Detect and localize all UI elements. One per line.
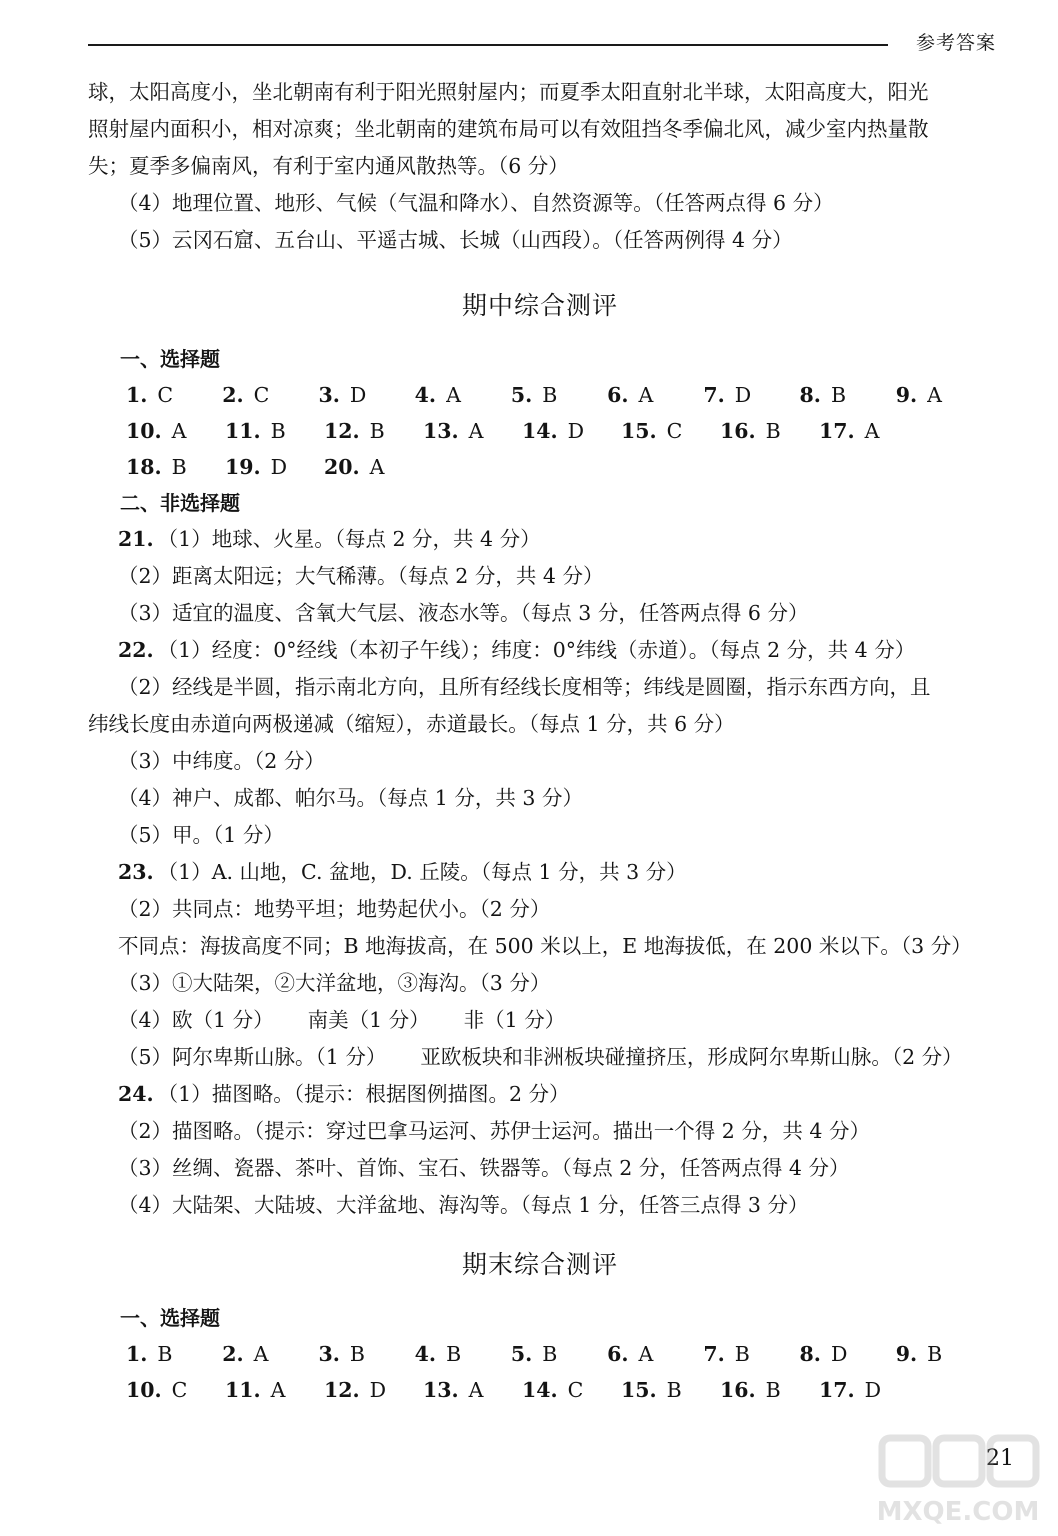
answer-letter: B bbox=[446, 1342, 462, 1366]
final-choice-item bbox=[423, 1372, 522, 1408]
answer-letter: A bbox=[446, 383, 461, 407]
q23-part4-south-america: 南美（1 分） bbox=[307, 1008, 430, 1032]
midterm-choice-item bbox=[225, 413, 324, 449]
q24-part1-text: （1）描图略。（提示：根据图例描图。2 分） bbox=[157, 1082, 570, 1106]
midterm-choice-row bbox=[88, 449, 992, 485]
answer-letter: A bbox=[638, 1342, 654, 1366]
midterm-section-title: 期中综合测评 bbox=[461, 291, 618, 320]
q22-part1-text: （1）经度：0°经线（本初子午线）；纬度：0°纬线（赤道）。（每点 2 分，共 4 分） bbox=[157, 638, 916, 662]
intro-line-1: 球，太阳高度小，坐北朝南有利于阳光照射屋内；而夏季太阳直射北半球，太阳高度大，阳光 bbox=[88, 80, 929, 104]
final-choice-row bbox=[88, 1336, 992, 1372]
answer-letter: D bbox=[830, 1342, 848, 1366]
question-number: 6. bbox=[607, 383, 629, 407]
final-choice-item bbox=[225, 1372, 324, 1408]
question-number: 11. bbox=[225, 419, 261, 443]
final-choice-item bbox=[522, 1372, 621, 1408]
q22-part2a: （2）经线是半圆，指示南北方向，且所有经线长度相等；纬线是圆圈，指示东西方向，且 bbox=[118, 675, 931, 699]
final-choice-item bbox=[126, 1336, 222, 1372]
question-number: 14. bbox=[522, 1378, 558, 1402]
q23-number: 23. bbox=[118, 860, 154, 884]
q23-part4 bbox=[88, 1002, 992, 1039]
question-number: 5. bbox=[510, 1342, 533, 1366]
q22-part3: （3）中纬度。（2 分） bbox=[118, 749, 325, 773]
midterm-choice-item bbox=[318, 377, 414, 413]
question-number: 12. bbox=[324, 419, 360, 443]
answer-letter: C bbox=[253, 383, 270, 407]
answer-letter: B bbox=[157, 1342, 173, 1366]
question-number: 14. bbox=[522, 419, 558, 443]
final-choice-item bbox=[819, 1372, 918, 1408]
answer-letter: B bbox=[349, 1342, 365, 1366]
question-number: 16. bbox=[720, 419, 756, 443]
question-number: 17. bbox=[819, 1378, 855, 1402]
question-number: 18. bbox=[126, 455, 162, 479]
q22-number: 22. bbox=[118, 638, 154, 662]
answer-letter: D bbox=[567, 419, 585, 443]
answer-letter: B bbox=[927, 1342, 943, 1366]
answer-letter: A bbox=[927, 383, 942, 407]
answer-letter: B bbox=[765, 1378, 781, 1402]
header-rule bbox=[88, 44, 888, 46]
midterm-choice-item bbox=[126, 413, 225, 449]
answer-letter: B bbox=[542, 383, 558, 407]
question-number: 2. bbox=[222, 1342, 244, 1366]
midterm-choice-item bbox=[415, 377, 511, 413]
question-number: 10. bbox=[126, 419, 162, 443]
final-choice-item bbox=[800, 1336, 896, 1372]
q21-part1 bbox=[88, 521, 992, 558]
q24-part4: （4）大陆架、大陆坡、大洋盆地、海沟等。（每点 1 分，任答三点得 3 分） bbox=[118, 1193, 809, 1217]
q22-part4: （4）神户、成都、帕尔马。（每点 1 分，共 3 分） bbox=[118, 786, 583, 810]
q23-part4-africa: 非（1 分） bbox=[463, 1008, 566, 1032]
answer-letter: B bbox=[734, 1342, 750, 1366]
final-choice-item bbox=[720, 1372, 819, 1408]
midterm-choice-item bbox=[607, 377, 703, 413]
final-choice-item bbox=[318, 1336, 414, 1372]
question-number: 3. bbox=[318, 383, 340, 407]
final-section-title: 期末综合测评 bbox=[461, 1250, 618, 1279]
answer-letter: B bbox=[542, 1342, 558, 1366]
q23-part3: （3）①大陆架，②大洋盆地，③海沟。（3 分） bbox=[118, 971, 551, 995]
answer-letter: D bbox=[864, 1378, 882, 1402]
q23-part2-difference: 不同点：海拔高度不同；B 地海拔高，在 500 米以上，E 地海拔低，在 200 米以下。（3 分） bbox=[118, 934, 972, 958]
question-number: 7. bbox=[703, 1342, 725, 1366]
answer-letter: D bbox=[270, 455, 288, 479]
final-choice-item bbox=[126, 1372, 225, 1408]
question-number: 7. bbox=[703, 383, 725, 407]
intro-line-5: （5）云冈石窟、五台山、平遥古城、长城（山西段）。（任答两例得 4 分） bbox=[118, 228, 793, 252]
midterm-choice-item bbox=[324, 413, 423, 449]
answer-letter: B bbox=[171, 455, 187, 479]
final-choice-item bbox=[415, 1336, 511, 1372]
question-number: 13. bbox=[423, 1378, 459, 1402]
q24-part1 bbox=[88, 1076, 992, 1113]
midterm-choice-item bbox=[621, 413, 720, 449]
question-number: 19. bbox=[225, 455, 261, 479]
q24-number: 24. bbox=[118, 1082, 154, 1106]
midterm-choice-item bbox=[522, 413, 621, 449]
answer-letter: A bbox=[369, 455, 385, 479]
midterm-choice-item bbox=[800, 377, 896, 413]
q22-part5: （5）甲。（1 分） bbox=[118, 823, 284, 847]
q23-part1 bbox=[88, 854, 992, 891]
answer-letter: A bbox=[270, 1378, 286, 1402]
question-number: 9. bbox=[895, 1342, 918, 1366]
question-number: 17. bbox=[819, 419, 855, 443]
question-number: 16. bbox=[720, 1378, 756, 1402]
answer-letter: B bbox=[765, 419, 781, 443]
question-number: 13. bbox=[423, 419, 459, 443]
final-choice-item bbox=[621, 1372, 720, 1408]
question-number: 4. bbox=[414, 383, 437, 407]
answer-letter: B bbox=[270, 419, 286, 443]
answer-letter: A bbox=[638, 383, 654, 407]
final-choice-item bbox=[324, 1372, 423, 1408]
midterm-choice-row bbox=[88, 377, 992, 413]
final-choice-answers bbox=[88, 1336, 992, 1408]
final-choice-item bbox=[607, 1336, 703, 1372]
q22-part2b: 纬线长度由赤道向两极递减（缩短），赤道最长。（每点 1 分，共 6 分） bbox=[88, 712, 735, 736]
midterm-nonchoice-heading: 二、非选择题 bbox=[120, 491, 240, 515]
q23-part5-a: （5）阿尔卑斯山脉。（1 分） bbox=[118, 1045, 387, 1069]
final-choice-item bbox=[222, 1336, 318, 1372]
question-number: 10. bbox=[126, 1378, 162, 1402]
answer-logo-watermark bbox=[868, 1430, 1048, 1530]
q23-part4-europe: （4）欧（1 分） bbox=[118, 1008, 274, 1032]
intro-line-3: 失；夏季多偏南风，有利于室内通风散热等。（6 分） bbox=[88, 154, 569, 178]
q21-part1-text: （1）地球、火星。（每点 2 分，共 4 分） bbox=[157, 527, 541, 551]
answer-content bbox=[88, 74, 992, 1408]
midterm-choice-item bbox=[896, 377, 992, 413]
question-number: 8. bbox=[799, 1342, 821, 1366]
q21-part3: （3）适宜的温度、含氧大气层、液态水等。（每点 3 分，任答两点得 6 分） bbox=[118, 601, 809, 625]
answer-letter: B bbox=[369, 419, 385, 443]
answer-letter: B bbox=[666, 1378, 682, 1402]
q23-part1-text: （1）A. 山地，C. 盆地，D. 丘陵。（每点 1 分，共 3 分） bbox=[157, 860, 687, 884]
answer-letter: A bbox=[468, 419, 484, 443]
question-number: 1. bbox=[126, 1342, 148, 1366]
q21-part2: （2）距离太阳远；大气稀薄。（每点 2 分，共 4 分） bbox=[118, 564, 604, 588]
question-number: 1. bbox=[126, 383, 148, 407]
q23-part2: （2）共同点：地势平坦；地势起伏小。（2 分） bbox=[118, 897, 551, 921]
answer-letter: A bbox=[468, 1378, 484, 1402]
question-number: 8. bbox=[799, 383, 821, 407]
midterm-choice-item bbox=[225, 449, 324, 485]
question-number: 15. bbox=[621, 419, 657, 443]
q24-part2: （2）描图略。（提示：穿过巴拿马运河、苏伊士运河。描出一个得 2 分，共 4 分） bbox=[118, 1119, 870, 1143]
q21-number: 21. bbox=[118, 527, 154, 551]
q23-part5 bbox=[88, 1039, 992, 1076]
answer-letter: A bbox=[171, 419, 187, 443]
watermark-text: MXQE.COM bbox=[876, 1497, 1040, 1527]
page-number: 21 bbox=[986, 1446, 1014, 1471]
midterm-choice-item bbox=[703, 377, 799, 413]
midterm-choice-answers bbox=[88, 377, 992, 485]
intro-line-4: （4）地理位置、地形、气候（气温和降水）、自然资源等。（任答两点得 6 分） bbox=[118, 191, 834, 215]
header-title: 参考答案 bbox=[916, 32, 997, 54]
question-number: 6. bbox=[607, 1342, 629, 1366]
question-number: 4. bbox=[414, 1342, 437, 1366]
q23-part5-b: 亚欧板块和非洲板块碰撞挤压，形成阿尔卑斯山脉。（2 分） bbox=[420, 1045, 963, 1069]
midterm-choice-item bbox=[720, 413, 819, 449]
midterm-choice-heading: 一、选择题 bbox=[120, 347, 220, 371]
question-number: 15. bbox=[621, 1378, 657, 1402]
answer-letter: C bbox=[666, 419, 683, 443]
final-choice-row bbox=[88, 1372, 992, 1408]
midterm-choice-item bbox=[126, 449, 225, 485]
question-number: 3. bbox=[318, 1342, 340, 1366]
answer-letter: D bbox=[734, 383, 752, 407]
midterm-choice-item bbox=[511, 377, 607, 413]
answer-letter: D bbox=[369, 1378, 387, 1402]
midterm-choice-item bbox=[324, 449, 423, 485]
question-number: 12. bbox=[324, 1378, 360, 1402]
final-choice-item bbox=[896, 1336, 992, 1372]
question-number: 5. bbox=[510, 383, 533, 407]
answer-letter: A bbox=[253, 1342, 269, 1366]
answer-letter: C bbox=[567, 1378, 584, 1402]
q22-part1 bbox=[88, 632, 992, 669]
midterm-choice-item bbox=[222, 377, 318, 413]
answer-letter: A bbox=[864, 419, 880, 443]
question-number: 20. bbox=[324, 455, 360, 479]
question-number: 9. bbox=[895, 383, 918, 407]
question-number: 2. bbox=[222, 383, 244, 407]
intro-line-2: 照射屋内面积小，相对凉爽；坐北朝南的建筑布局可以有效阻挡冬季偏北风，减少室内热量散 bbox=[88, 117, 929, 141]
midterm-choice-item bbox=[819, 413, 918, 449]
answer-letter: D bbox=[349, 383, 367, 407]
midterm-choice-item bbox=[423, 413, 522, 449]
q24-part3: （3）丝绸、瓷器、茶叶、首饰、宝石、铁器等。（每点 2 分，任答两点得 4 分） bbox=[118, 1156, 850, 1180]
midterm-choice-item bbox=[126, 377, 222, 413]
final-choice-item bbox=[703, 1336, 799, 1372]
question-number: 11. bbox=[225, 1378, 261, 1402]
final-choice-item bbox=[511, 1336, 607, 1372]
final-choice-heading: 一、选择题 bbox=[120, 1306, 220, 1330]
answer-letter: B bbox=[830, 383, 847, 407]
answer-letter: C bbox=[171, 1378, 188, 1402]
answer-letter: C bbox=[157, 383, 174, 407]
midterm-choice-row bbox=[88, 413, 992, 449]
